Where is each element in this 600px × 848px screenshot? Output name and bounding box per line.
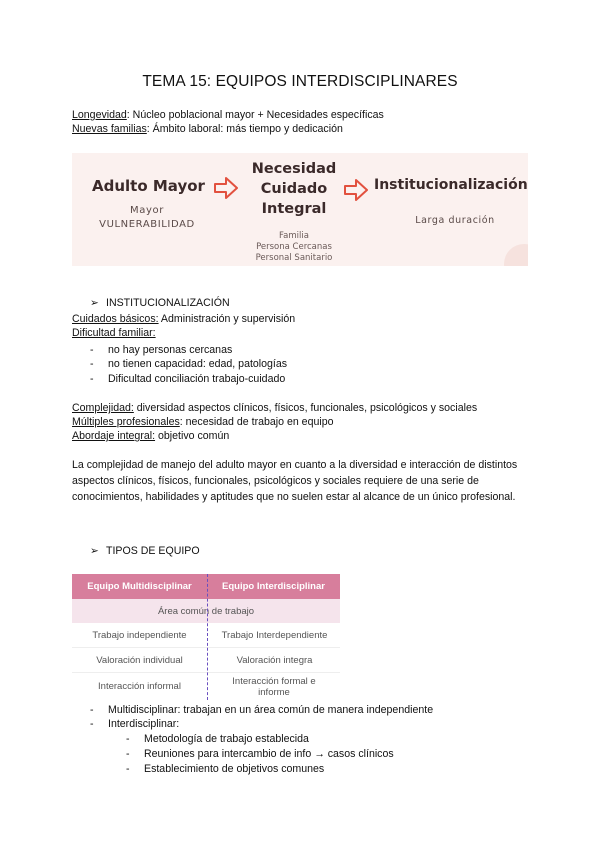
section-tipos-de-equipo xyxy=(90,545,200,558)
list-item xyxy=(126,763,324,776)
term-complejidad: Complejidad: xyxy=(72,402,134,414)
dash-bullet: - xyxy=(126,748,130,760)
term-nuevas-familias: Nuevas familias xyxy=(72,123,147,135)
banner-necesidad-line1: Necesidad xyxy=(251,161,337,177)
table-cell: Valoración individual xyxy=(96,654,183,666)
list-item xyxy=(90,718,179,731)
abordaje-integral-line xyxy=(72,430,229,443)
decorative-blob xyxy=(504,244,528,266)
term-multiples-profesionales: Múltiples profesionales xyxy=(72,416,180,428)
list-item-text: no tienen capacidad: edad, patologías xyxy=(108,358,288,370)
list-item-text: Multidisciplinar: trabajan en un área común de manera independiente xyxy=(108,704,434,716)
dash-bullet: - xyxy=(90,373,94,385)
list-item xyxy=(126,748,394,761)
common-area-row: Área común de trabajo xyxy=(72,599,340,623)
text-abordaje-integral: objetivo común xyxy=(155,430,230,442)
banner-necesidad-items xyxy=(242,231,346,264)
dash-bullet: - xyxy=(90,704,94,716)
team-comparison-table xyxy=(72,574,340,700)
cuidados-basicos-line xyxy=(72,313,295,326)
banner-item-persona-cercanas: Persona Cercanas xyxy=(256,242,332,252)
header-multidisciplinar: Equipo Multidisciplinar xyxy=(72,574,207,599)
list-item-text: no hay personas cercanas xyxy=(108,344,233,356)
table-cell: Interacción formal e informe xyxy=(232,675,316,698)
table-cell: Valoración integra xyxy=(236,654,313,666)
table-cell: Interacción informal xyxy=(98,681,181,692)
arrow-bullet-icon: ➢ xyxy=(90,297,99,309)
page-title: TEMA 15: EQUIPOS INTERDISCIPLINARES xyxy=(142,73,458,90)
list-item-text: Metodología de trabajo establecida xyxy=(144,733,309,745)
banner-necesidad-title xyxy=(242,159,346,219)
list-item xyxy=(90,704,433,717)
list-item-text: Establecimiento de objetivos comunes xyxy=(144,763,325,775)
summary-paragraph: La complejidad de manejo del adulto mayor en cuanto a la diversidad e interacción de distintos aspectos clínicos, físicos, funcionales, psicológicos y sociales requiere de una serie de conocimientos, habilidades y aptitudes que no suelen estar al alcance de un único profesional. xyxy=(72,459,518,503)
table-cell: Trabajo Interdependiente xyxy=(221,629,328,641)
text-cuidados-basicos: Administración y supervisión xyxy=(158,313,296,325)
banner-adulto-mayor-title: Adulto Mayor xyxy=(92,177,205,195)
intro-longevidad xyxy=(72,109,384,122)
list-item-text: Reuniones para intercambio de info → casos clínicos xyxy=(144,748,394,760)
list-item xyxy=(90,344,232,357)
dash-bullet: - xyxy=(126,763,130,775)
banner-necesidad-line3: Integral xyxy=(261,201,327,217)
dash-bullet: - xyxy=(126,733,130,745)
text-longevidad: : Núcleo poblacional mayor + Necesidades específicas xyxy=(126,109,384,121)
term-abordaje-integral: Abordaje integral: xyxy=(72,430,156,442)
banner-item-familia: Familia xyxy=(279,231,309,241)
term-dificultad-familiar: Dificultad familiar: xyxy=(72,327,156,339)
header-interdisciplinar: Equipo Interdisciplinar xyxy=(207,574,340,599)
text-multiples-profesionales: : necesidad de trabajo en equipo xyxy=(179,416,334,428)
care-path-banner xyxy=(72,153,528,266)
intro-nuevas-familias xyxy=(72,123,343,136)
list-item-text: Interdisciplinar: xyxy=(108,718,180,730)
list-item xyxy=(90,358,287,371)
dificultad-familiar-line xyxy=(72,327,156,340)
banner-vulnerabilidad-label: VULNERABILIDAD xyxy=(99,219,195,230)
table-cell: Trabajo independiente xyxy=(92,629,187,641)
list-item xyxy=(126,733,309,746)
section-heading: TIPOS DE EQUIPO xyxy=(106,545,200,557)
banner-necesidad-line2: Cuidado xyxy=(260,181,328,197)
list-item xyxy=(90,373,285,386)
dash-bullet: - xyxy=(90,358,94,370)
dash-bullet: - xyxy=(90,344,94,356)
list-item-text: Dificultad conciliación trabajo-cuidado xyxy=(108,373,286,385)
banner-larga-duracion-label: Larga duración xyxy=(415,215,495,226)
column-divider xyxy=(207,574,208,700)
term-cuidados-basicos: Cuidados básicos: xyxy=(72,313,159,325)
section-heading: INSTITUCIONALIZACIÓN xyxy=(106,297,230,309)
right-arrow-icon xyxy=(344,179,368,201)
section-institucionalizacion xyxy=(90,297,230,310)
banner-mayor-label: Mayor xyxy=(130,205,164,216)
arrow-bullet-icon: ➢ xyxy=(90,545,99,557)
complejidad-line xyxy=(72,402,477,415)
text-complejidad: diversidad aspectos clínicos, físicos, funcionales, psicológicos y sociales xyxy=(133,402,478,414)
banner-institucionalizacion-title: Institucionalización xyxy=(374,177,528,193)
text-nuevas-familias: : Ámbito laboral: más tiempo y dedicación xyxy=(146,123,343,135)
banner-item-personal-sanitario: Personal Sanitario xyxy=(255,253,333,263)
term-longevidad: Longevidad xyxy=(72,109,127,121)
multiples-profesionales-line xyxy=(72,416,334,429)
dash-bullet: - xyxy=(90,718,94,730)
right-arrow-icon xyxy=(214,177,238,199)
